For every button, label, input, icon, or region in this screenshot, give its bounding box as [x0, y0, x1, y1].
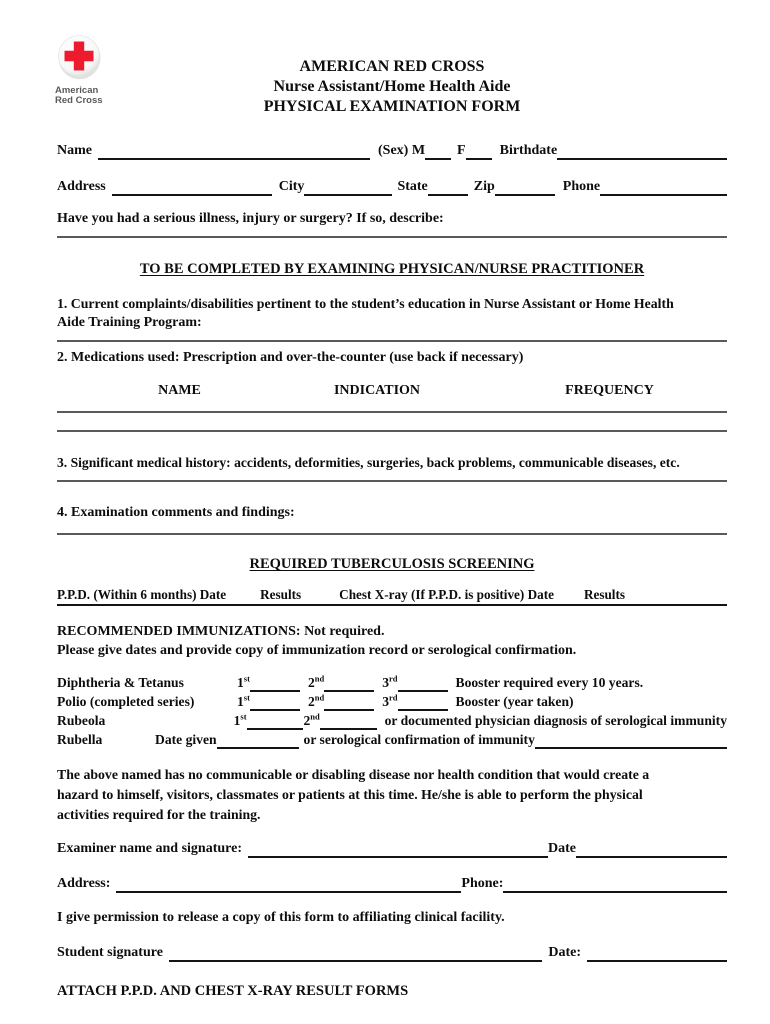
rubella-date-blank[interactable] — [217, 732, 299, 749]
red-cross-logo-icon — [57, 34, 103, 82]
logo-word-1: American — [55, 85, 99, 96]
student-date-blank[interactable] — [587, 945, 727, 962]
rubella-date-given-label: Date given — [155, 732, 217, 747]
examiner-phone-label: Phone: — [461, 876, 504, 891]
tb-screening-heading: REQUIRED TUBERCULOSIS SCREENING — [249, 556, 535, 572]
city-blank[interactable] — [304, 179, 392, 196]
permission-statement: I give permission to release a copy of this form to affiliating clinical facility. — [57, 910, 505, 925]
xray-results-label: Results — [583, 587, 625, 602]
item1-line1: 1. Current complaints/disabilities pertinent to the student’s education in Nurse Assistant or Home Health — [57, 296, 674, 311]
logo-wordmark — [55, 86, 125, 106]
ordinal-1st: 1st — [237, 673, 250, 690]
history-answer-line[interactable] — [57, 479, 727, 482]
program-title: Nurse Assistant/Home Health Aide — [273, 78, 511, 95]
rubella-immunity-blank[interactable] — [535, 732, 727, 749]
rubeola-label: Rubeola — [57, 713, 106, 728]
examiner-date-label: Date — [548, 841, 576, 856]
student-signature-label: Student signature — [57, 945, 163, 960]
ordinal-3rd: 3rd — [382, 692, 398, 709]
polio-label: Polio (completed series) — [57, 694, 195, 709]
form-title-block — [57, 0, 727, 117]
medication-line-2[interactable] — [57, 429, 727, 432]
item4-text: 4. Examination comments and findings: — [57, 505, 295, 520]
rubeola-note: or documented physician diagnosis of serological immunity — [384, 713, 728, 728]
logo-word-2: Red Cross — [55, 95, 103, 106]
med-col-frequency: FREQUENCY — [565, 383, 654, 398]
illness-question: Have you had a serious illness, injury or surgery? If so, describe: — [57, 211, 444, 226]
physician-section-heading: TO BE COMPLETED BY EXAMINING PHYSICAN/NURSE PRACTITIONER — [139, 261, 645, 277]
dt-3rd-blank[interactable] — [398, 675, 448, 692]
examiner-phone-blank[interactable] — [503, 876, 727, 893]
name-label: Name — [57, 143, 92, 158]
examiner-address-label: Address: — [57, 876, 111, 891]
polio-note: Booster (year taken) — [455, 694, 574, 709]
immunization-row-polio — [57, 692, 727, 711]
student-signature-blank[interactable] — [169, 945, 542, 962]
state-label: State — [397, 179, 428, 194]
address-blank[interactable] — [112, 179, 272, 196]
state-blank[interactable] — [428, 179, 468, 196]
medication-line-1[interactable] — [57, 410, 727, 413]
ppd-row — [57, 586, 727, 606]
name-blank[interactable] — [98, 143, 370, 160]
immunization-row-rubeola — [57, 711, 727, 730]
med-col-indication: INDICATION — [333, 383, 421, 398]
ordinal-1st: 1st — [237, 692, 250, 709]
illness-answer-line[interactable] — [57, 235, 727, 238]
findings-answer-line[interactable] — [57, 532, 727, 535]
address-row — [57, 177, 727, 196]
dt-2nd-blank[interactable] — [324, 675, 374, 692]
item1-line2: Aide Training Program: — [57, 315, 202, 330]
examiner-date-blank[interactable] — [576, 841, 727, 858]
polio-3rd-blank[interactable] — [398, 694, 448, 711]
student-signature-row — [57, 943, 727, 962]
immunization-row-diphtheria — [57, 673, 727, 692]
item2-text: 2. Medications used: Prescription and over-the-counter (use back if necessary) — [57, 350, 524, 365]
immunizations-title: RECOMMENDED IMMUNIZATIONS: Not required. — [57, 624, 385, 639]
item3-text: 3. Significant medical history: accidents, deformities, surgeries, back problems, communicable diseases, etc. — [57, 455, 680, 470]
phone-label: Phone — [562, 179, 601, 194]
examiner-signature-row — [57, 839, 727, 858]
ordinal-2nd: 2nd — [307, 692, 325, 709]
ppd-label: P.P.D. (Within 6 months) Date — [57, 587, 227, 602]
sex-label: (Sex) M — [378, 143, 426, 158]
zip-blank[interactable] — [495, 179, 555, 196]
rubella-note: or serological confirmation of immunity — [303, 732, 535, 747]
attestation-line-3: activities required for the training. — [57, 807, 261, 822]
diphtheria-note: Booster required every 10 years. — [455, 675, 644, 690]
examiner-signature-blank[interactable] — [248, 841, 548, 858]
ordinal-2nd: 2nd — [307, 673, 325, 690]
city-label: City — [278, 179, 305, 194]
name-row — [57, 141, 727, 160]
birthdate-label: Birthdate — [499, 143, 558, 158]
attestation-line-2: hazard to himself, visitors, classmates or patients at this time. He/she is able to perform the physical — [57, 787, 643, 802]
polio-1st-blank[interactable] — [250, 694, 300, 711]
zip-label: Zip — [473, 179, 495, 194]
org-title: AMERICAN RED CROSS — [299, 58, 485, 75]
student-date-label: Date: — [548, 945, 581, 960]
attestation-line-1: The above named has no communicable or disabling disease nor health condition that would create a — [57, 767, 650, 782]
birthdate-blank[interactable] — [557, 143, 727, 160]
ordinal-2nd: 2nd — [303, 711, 320, 728]
phone-blank[interactable] — [600, 179, 727, 196]
diphtheria-label: Diphtheria & Tetanus — [57, 675, 184, 690]
attach-note: ATTACH P.P.D. AND CHEST X-RAY RESULT FORMS — [57, 983, 409, 999]
sex-f-blank[interactable] — [466, 143, 492, 160]
rubeola-2nd-blank[interactable] — [320, 713, 377, 730]
sex-m-blank[interactable] — [425, 143, 451, 160]
complaints-answer-line[interactable] — [57, 339, 727, 342]
sex-f-label: F — [457, 143, 466, 158]
examiner-address-row — [57, 874, 727, 893]
ordinal-3rd: 3rd — [382, 673, 398, 690]
attestation-paragraph — [57, 765, 727, 825]
address-label: Address — [57, 179, 106, 194]
medication-column-headers — [57, 381, 727, 400]
dt-1st-blank[interactable] — [250, 675, 300, 692]
ppd-results-label: Results — [260, 587, 302, 602]
med-col-name: NAME — [158, 383, 201, 398]
rubella-label: Rubella — [57, 732, 103, 747]
ppd-date-blank[interactable] — [226, 589, 260, 604]
ordinal-1st: 1st — [233, 711, 247, 728]
xray-label: Chest X-ray (If P.P.D. is positive) Date — [339, 587, 554, 602]
immunization-row-rubella — [57, 730, 727, 749]
polio-2nd-blank[interactable] — [324, 694, 374, 711]
examiner-label: Examiner name and signature: — [57, 841, 242, 856]
form-title: PHYSICAL EXAMINATION FORM — [263, 98, 521, 115]
examiner-address-blank[interactable] — [116, 876, 461, 893]
rubeola-1st-blank[interactable] — [247, 713, 304, 730]
immunizations-subtitle: Please give dates and provide copy of immunization record or serological confirmation. — [57, 643, 577, 658]
american-red-cross-logo — [55, 34, 125, 106]
